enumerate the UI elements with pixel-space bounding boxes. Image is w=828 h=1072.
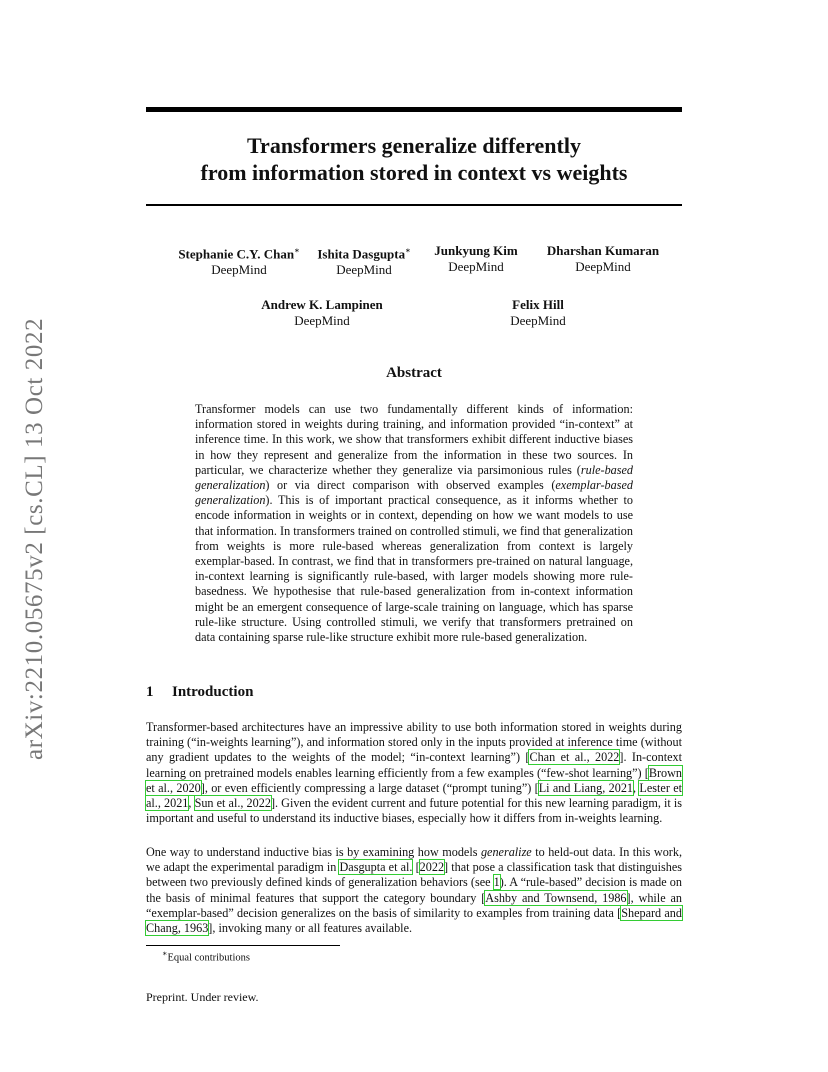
author-lampinen: [252, 297, 392, 329]
author-name: Dharshan Kumaran: [546, 243, 660, 258]
intro-paragraph-1: Transformer-based architectures have an impressive ability to use both information stored in weights during training (“in-weights learning”), and information stored only in the inputs provided at inference time (without any gradient updates to the weights of the model; “in-context learning”) [Chan et al., 2022]. In-context learning on pretrained models enables learning efficiently from a few examples (“few-shot learning”) [Brown et al., 2020], or even efficiently compressing a large dataset (“prompt tuning”) [Li and Liang, 2021, Lester et al., 2021, Sun et al., 2022]. Given the evident current and future potential for this new learning paradigm, it is important and useful to understand its inductive biases, especially how it differs from in-weights learning.: [146, 720, 683, 826]
equal-contribution-mark: ∗: [294, 246, 300, 255]
author-affiliation: DeepMind: [448, 259, 504, 274]
abstract-heading: Abstract: [386, 365, 442, 381]
footnote-mark: ∗: [162, 949, 168, 958]
paper-title: [146, 132, 682, 186]
citation-link[interactable]: Brown et al., 2020: [146, 765, 682, 795]
author-dasgupta: [309, 243, 419, 278]
title-line-1: Transformers generalize differently: [247, 133, 581, 158]
author-name: Junkyung Kim: [434, 243, 518, 258]
citation-link[interactable]: Shepard and Chang, 1963: [146, 905, 682, 936]
footnote-rule: [146, 945, 340, 946]
author-affiliation: DeepMind: [294, 313, 350, 328]
author-kim: [426, 243, 526, 275]
title-top-rule: [146, 107, 682, 112]
author-hill: [488, 297, 588, 329]
citation-link[interactable]: Dasgupta et al.: [339, 860, 413, 875]
author-affiliation: DeepMind: [510, 313, 566, 328]
section-number: 1: [146, 684, 154, 700]
footnote-text: Equal contributions: [167, 952, 250, 964]
citation-link[interactable]: 2022: [419, 860, 445, 875]
abstract-text: Transformer models can use two fundamentally different kinds of information: information stored in weights during training, and information provided “in-context” at inference time. In this work, we show that transformers exhibit different inductive biases in how they represent and generalize from the information in these two sources. In particular, we characterize whether they generalize via parsimonious rules (rule-based generalization) or via direct comparison with observed examples (exemplar-based generalization). This is of important practical consequence, as it informs whether to encode information in weights or in context, depending on how we want models to use that information. In transformers trained on controlled stimuli, we find that generalization from weights is more rule-based whereas generalization from context is largely exemplar-based. In contrast, we find that in transformers pre-trained on natural language, in-context learning is significantly rule-based, with larger models showing more rule-basedness. We hypothesise that rule-based generalization from in-context information might be an emergent consequence of large-scale training on language, which has sparse rule-like structure. Using controlled stimuli, we verify that transformers pretrained on data containing sparse rule-like structure exhibit more rule-based generalization.: [195, 402, 633, 645]
footnote: [162, 949, 250, 964]
citation-link[interactable]: Chan et al., 2022: [529, 750, 620, 765]
emphasis: generalize: [480, 845, 532, 859]
citation-link[interactable]: Ashby and Townsend, 1986: [485, 890, 627, 905]
title-line-2: from information stored in context vs weights: [200, 160, 628, 185]
arxiv-identifier: arXiv:2210.05675v2 [cs.CL] 13 Oct 2022: [21, 317, 48, 760]
author-name: Andrew K. Lampinen: [261, 297, 383, 312]
author-affiliation: DeepMind: [575, 259, 631, 274]
author-chan: [164, 243, 314, 278]
title-bottom-rule: [146, 204, 682, 206]
author-name: Felix Hill: [512, 297, 564, 312]
citation-link[interactable]: Li and Liang, 2021: [538, 780, 634, 795]
arxiv-sidebar: [20, 290, 50, 760]
emphasis: rule-based generalization: [195, 462, 633, 493]
equal-contribution-mark: ∗: [405, 246, 411, 255]
emphasis: exemplar-based generalization: [195, 478, 633, 508]
author-affiliation: DeepMind: [211, 262, 267, 278]
section-title: Introduction: [172, 684, 254, 700]
figure-reference-link[interactable]: 1: [493, 875, 500, 890]
citation-link[interactable]: Lester et al., 2021: [146, 780, 683, 811]
section-heading-introduction: [146, 684, 253, 701]
intro-paragraph-2: One way to understand inductive bias is by examining how models generalize to held-out data. In this work, we adapt the experimental paradigm in Dasgupta et al. [2022] that pose a classification task that distinguishes between two previously defined kinds of generalization behaviors (see 1). A “rule-based” decision is made on the basis of minimal features that support the category boundary [Ashby and Townsend, 1986], while an “exemplar-based” decision generalizes on the basis of similarity to examples from training data [Shepard and Chang, 1963], invoking many or all features available.: [146, 845, 682, 936]
author-affiliation: DeepMind: [336, 262, 392, 278]
author-kumaran: [538, 243, 668, 275]
author-name: Stephanie C.Y. Chan: [178, 246, 295, 262]
preprint-notice: Preprint. Under review.: [146, 990, 259, 1004]
author-name: Ishita Dasgupta: [317, 246, 406, 262]
citation-link[interactable]: Sun et al., 2022: [194, 796, 271, 811]
